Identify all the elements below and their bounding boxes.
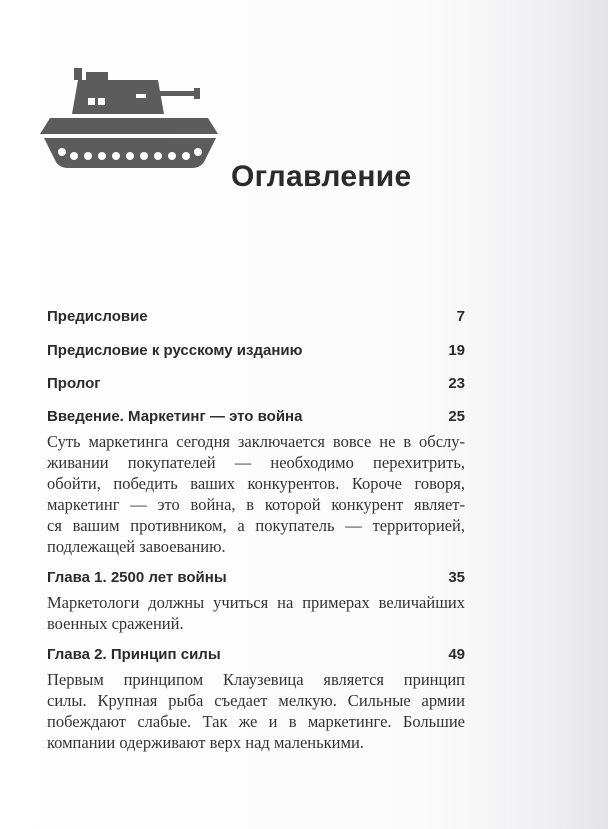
description-line: обойти, победить ваших конкурентов. Короче говоря,: [47, 474, 465, 493]
entry-title: Пролог: [47, 375, 101, 392]
entry-title: Предисловие к русскому изданию: [47, 342, 303, 359]
entry-page-number: 25: [448, 408, 465, 425]
description-line: маркетинг — это война, в которой конкурент являет-: [47, 495, 465, 514]
entry-title: Глава 2. Принцип силы: [47, 646, 221, 663]
description-line: живании покупателей — необходимо перехитрить,: [47, 453, 465, 472]
toc-entry: [47, 645, 465, 753]
toc-entry: [47, 374, 465, 394]
entry-title: Глава 1. 2500 лет войны: [47, 569, 227, 586]
description-line: ся вашим противником, а покупатель — территорией,: [47, 516, 465, 535]
toc-entry: [47, 307, 465, 327]
description-line: силы. Крупная рыба съедает мелкую. Сильные армии: [47, 691, 465, 710]
entry-page-number: 7: [456, 308, 465, 325]
entry-title: Введение. Маркетинг — это война: [47, 408, 303, 425]
tank-icon: [40, 58, 220, 198]
entry-page-number: 35: [448, 569, 465, 586]
entry-description: [47, 669, 465, 753]
description-line: военных сражений.: [47, 614, 184, 633]
entry-page-number: 49: [448, 646, 465, 663]
toc-entry: [47, 407, 465, 557]
toc-entry: [47, 568, 465, 634]
description-line: подлежащей завоеванию.: [47, 537, 226, 556]
entry-description: [47, 592, 465, 634]
description-line: компании одерживают верх над маленькими.: [47, 733, 364, 752]
toc-entry: [47, 341, 465, 361]
entry-page-number: 23: [448, 375, 465, 392]
page-title: Оглавление: [231, 160, 412, 193]
entry-description: [47, 431, 465, 557]
description-line: Первым принципом Клаузевица является принцип: [47, 670, 465, 689]
entry-page-number: 19: [448, 342, 465, 359]
description-line: Суть маркетинга сегодня заключается вовсе не в обслу-: [47, 432, 465, 451]
description-line: побеждают слабые. Так же и в маркетинге. Большие: [47, 712, 465, 731]
entry-title: Предисловие: [47, 308, 148, 325]
description-line: Маркетологи должны учиться на примерах величайших: [47, 593, 465, 612]
table-of-contents: [47, 307, 465, 753]
